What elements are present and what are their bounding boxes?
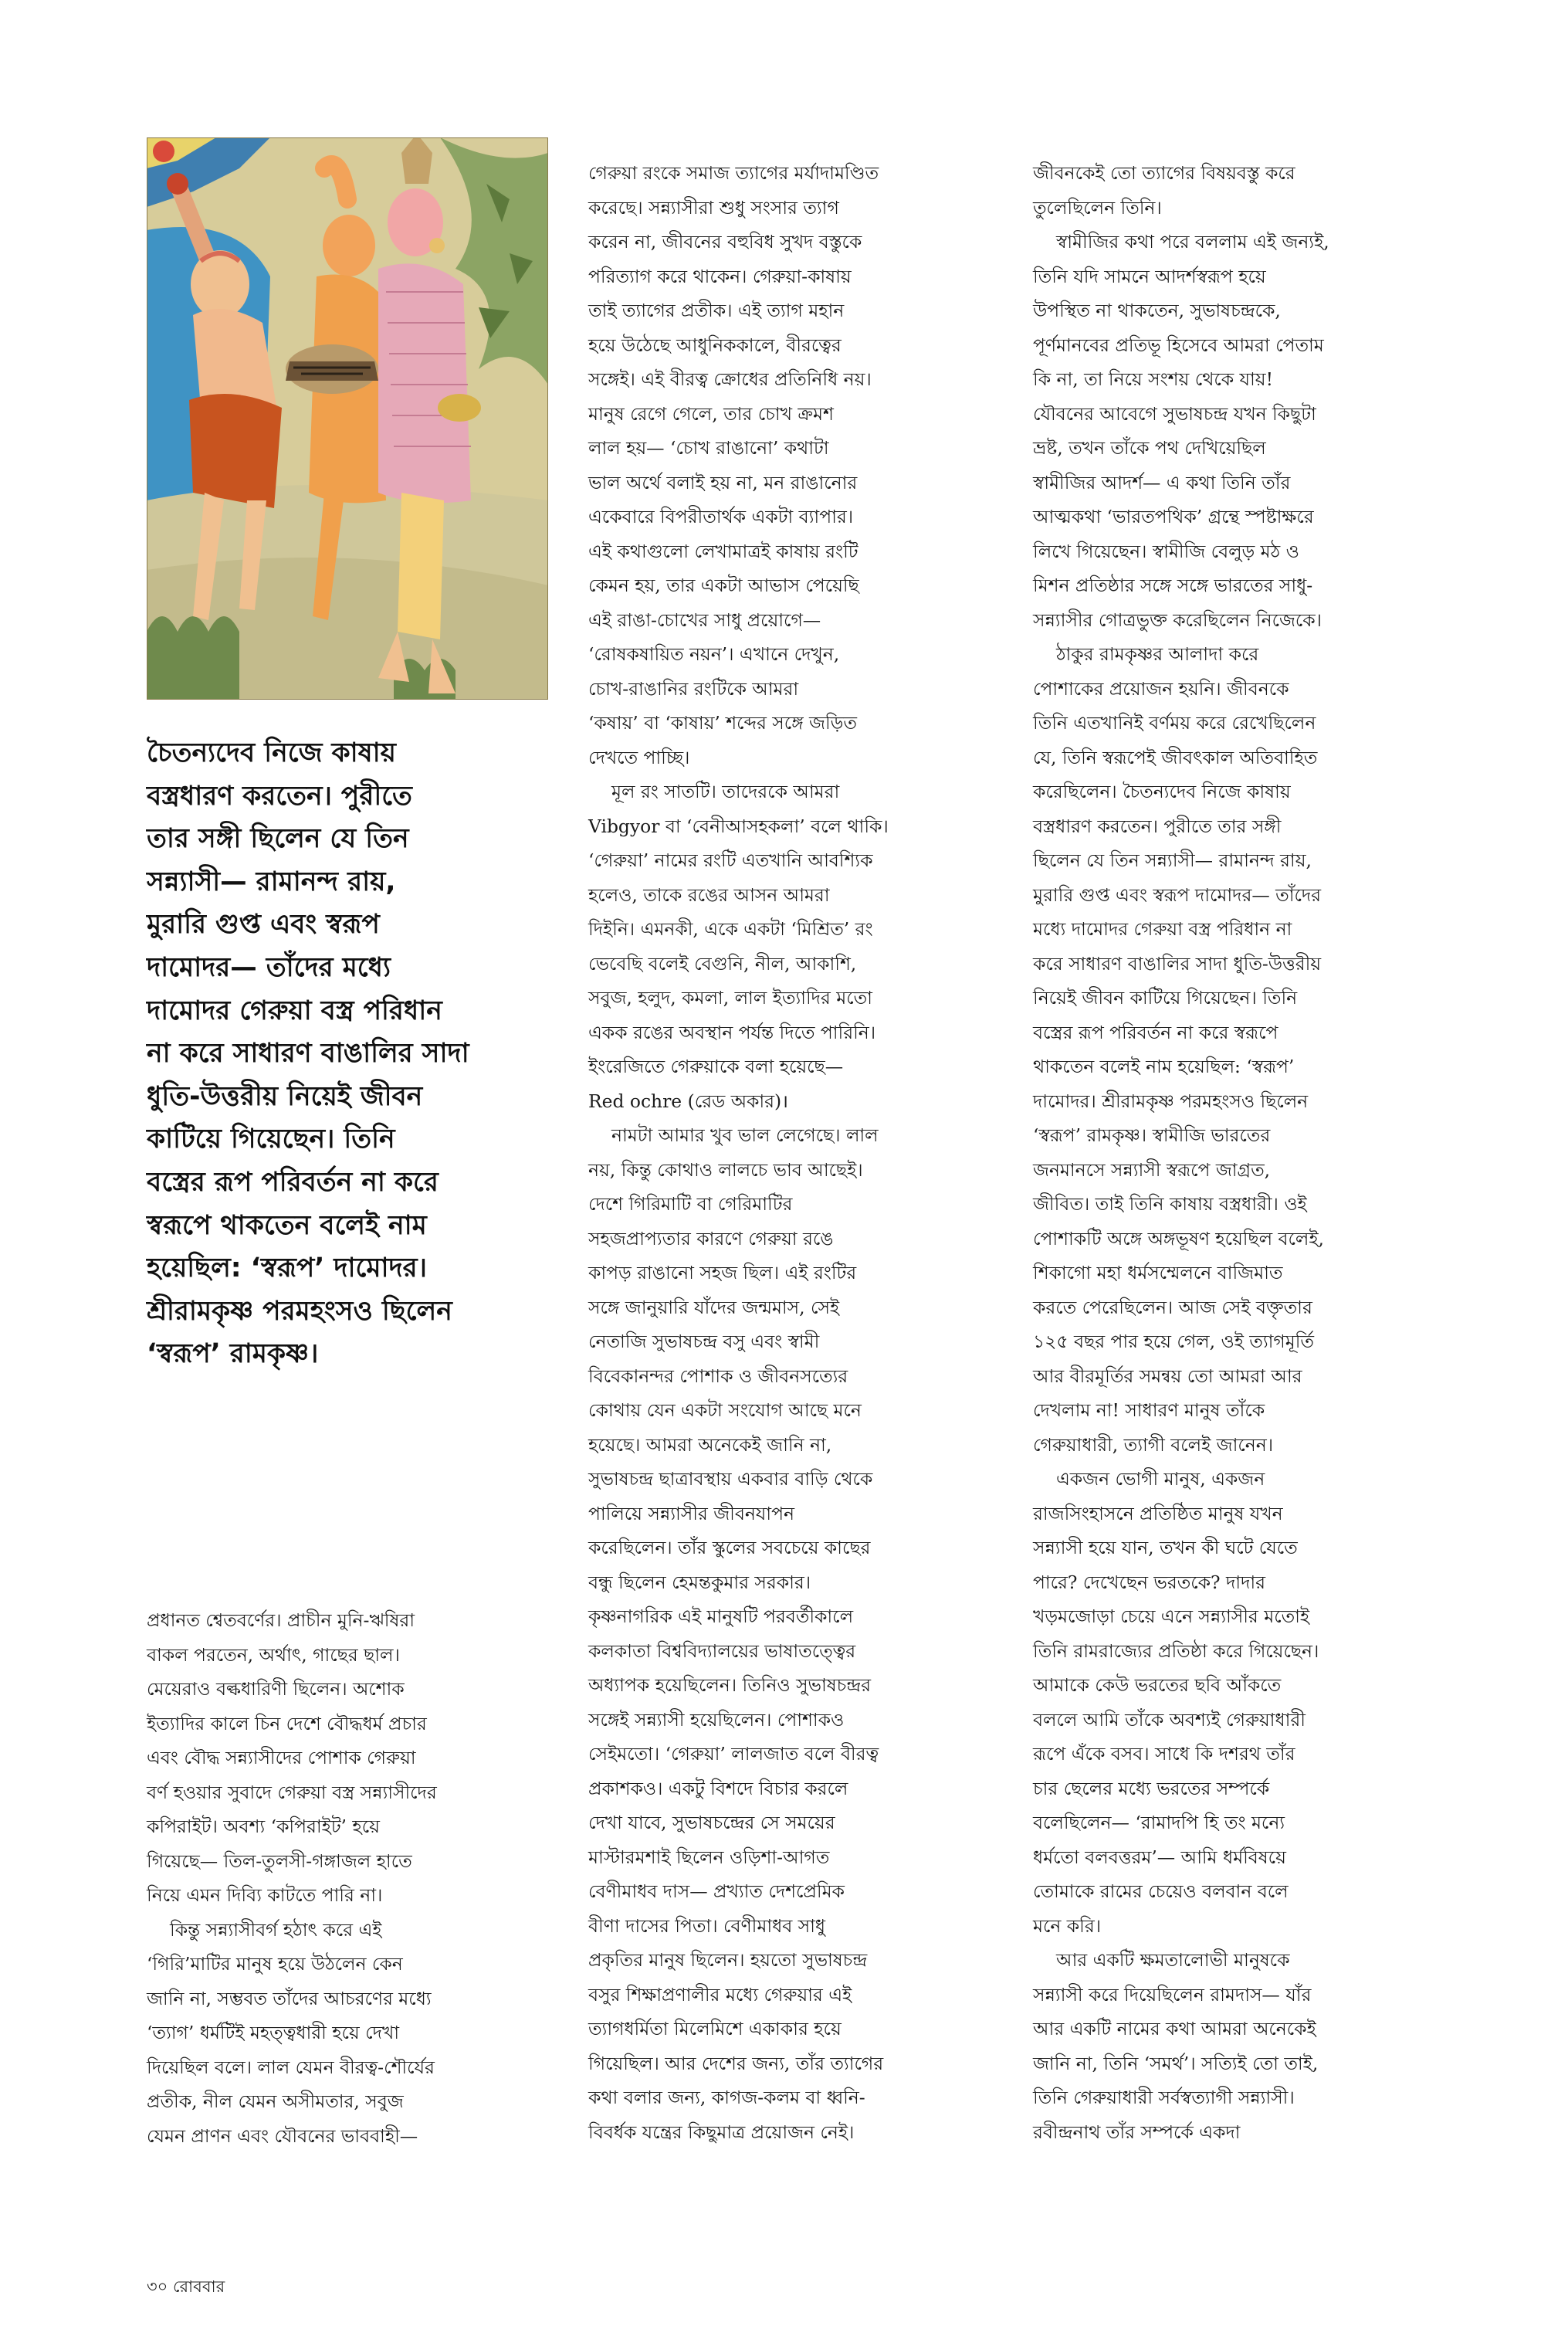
- body-line: দিয়েছিল বলে। লাল যেমন বীরত্ব-শৌর্যের: [147, 2056, 435, 2078]
- body-line: কিন্তু সন্ন্যাসীবর্গ হঠাৎ করে এই: [170, 1918, 382, 1941]
- body-line: নিয়ে এমন দিব্যি কাটতে পারি না।: [147, 1884, 383, 1906]
- body-line: বস্ত্রধারণ করতেন। পুরীতে তার সঙ্গী: [1033, 815, 1282, 837]
- body-line: সন্ন্যাসী হয়ে যান, তখন কী ঘটে যেতে: [1033, 1537, 1298, 1558]
- page-folio: ৩০ রোববার: [147, 2277, 225, 2296]
- body-line: চার ছেলের মধ্যে ভরতের সম্পর্কে: [1033, 1777, 1270, 1799]
- pull-quote-line: না করে সাধারণ বাঙালির সাদা: [147, 1038, 469, 1070]
- body-line: কলকাতা বিশ্ববিদ্যালয়ের ভাষাতত্ত্বের: [588, 1639, 856, 1662]
- body-line: কৃষ্ণনাগরিক এই মানুষটি পরবর্তীকালে: [588, 1605, 853, 1627]
- body-line: পোশাকের প্রয়োজন হয়নি। জীবনকে: [1033, 677, 1289, 700]
- body-line: আমাকে কেউ ভরতের ছবি আঁকতে: [1033, 1674, 1282, 1696]
- body-line: ‘কষায়’ বা ‘কাষায়’ শব্দের সঙ্গে জড়িত: [588, 712, 857, 734]
- body-line: স্বামীজির কথা পরে বললাম এই জন্যই,: [1056, 231, 1329, 253]
- body-line: দামোদর। শ্রীরামকৃষ্ণ পরমহংসও ছিলেন: [1033, 1090, 1309, 1112]
- body-line: উপস্থিত না থাকতেন, সুভাষচন্দ্রকে,: [1033, 300, 1281, 321]
- body-line: বস্ত্রের রূপ পরিবর্তন না করে স্বরূপে: [1033, 1021, 1278, 1043]
- pull-quote-line: হয়েছিল: ‘স্বরূপ’ দামোদর।: [147, 1253, 427, 1284]
- body-line: সুভাষচন্দ্র ছাত্রাবস্থায় একবার বাড়ি থেকে: [588, 1468, 873, 1490]
- body-line: মুরারি গুপ্ত এবং স্বরূপ দামোদর— তাঁদের: [1033, 883, 1322, 906]
- body-line: ‘গেরুয়া’ নামের রংটি এতখানি আবশ্যিক: [588, 849, 873, 871]
- body-line: হয়ে উঠেছে আধুনিককালে, বীরত্বের: [588, 334, 842, 356]
- body-line: দিইনি। এমনকী, একে একটা ‘মিশ্রিত’ রং: [588, 918, 873, 940]
- body-line: মাস্টারমশাই ছিলেন ওড়িশা-আগত: [588, 1846, 830, 1868]
- body-line: ঠাকুর রামকৃষ্ণর আলাদা করে: [1056, 643, 1259, 665]
- body-column-middle: [588, 156, 990, 2149]
- pull-quote-line: ‘স্বরূপ’ রামকৃষ্ণ।: [147, 1338, 319, 1370]
- body-line: প্রকৃতির মানুষ ছিলেন। হয়তো সুভাষচন্দ্র: [588, 1949, 868, 1971]
- body-line: জীবনকেই তো ত্যাগের বিষয়বস্তু করে: [1033, 162, 1295, 184]
- body-line: বললে আমি তাঁকে অবশ্যই গেরুয়াধারী: [1033, 1708, 1306, 1731]
- body-line: সঙ্গেই। এই বীরত্ব ক্রোধের প্রতিনিধি নয়।: [588, 368, 872, 390]
- body-line: এবং বৌদ্ধ সন্ন্যাসীদের পোশাক গেরুয়া: [147, 1747, 416, 1768]
- body-line: লাল হয়— ‘চোখ রাঙানো’ কথাটা: [588, 437, 829, 459]
- body-line: বীণা দাসের পিতা। বেণীমাধব সাধু: [588, 1914, 826, 1937]
- body-line: মনে করি।: [1033, 1914, 1102, 1937]
- body-line: বিবর্ধক যন্ত্রের কিছুমাত্র প্রয়োজন নেই।: [588, 2121, 855, 2143]
- body-line: করেন না, জীবনের বহুবিধ সুখদ বস্তুকে: [588, 231, 862, 253]
- pull-quote-line: তার সঙ্গী ছিলেন যে তিন: [147, 823, 409, 855]
- body-line: আর একটি নামের কথা আমরা অনেকেই: [1033, 2018, 1316, 2039]
- body-line: প্রধানত শ্বেতবর্ণের। প্রাচীন মুনি-ঋষিরা: [147, 1609, 415, 1631]
- body-line: একেবারে বিপরীতার্থক একটা ব্যাপার।: [588, 506, 854, 527]
- body-line: বর্ণ হওয়ার সুবাদে গেরুয়া বস্ত্র সন্ন্যাসীদের: [147, 1781, 437, 1803]
- pull-quote-line: বস্ত্রের রূপ পরিবর্তন না করে: [147, 1166, 439, 1198]
- body-line: জানি না, সম্ভবত তাঁদের আচরণের মধ্যে: [147, 1987, 432, 2009]
- body-line: জানি না, তিনি ‘সমর্থ’। সত্যিই তো তাই,: [1033, 2052, 1319, 2074]
- body-line: আর বীরমূর্তির সমন্বয় তো আমরা আর: [1033, 1365, 1302, 1387]
- body-line: ভাল অর্থে বলাই হয় না, মন রাঙানোর: [588, 471, 858, 493]
- body-line: সবুজ, হলুদ, কমলা, লাল ইত্যাদির মতো: [588, 987, 872, 1009]
- body-line: কপিরাইট। অবশ্য ‘কপিরাইট’ হয়ে: [147, 1816, 380, 1837]
- pull-quote-line: মুরারি গুপ্ত এবং স্বরূপ: [147, 909, 380, 941]
- body-line: একক রঙের অবস্থান পর্যন্ত দিতে পারিনি।: [588, 1021, 876, 1043]
- body-line: গেরুয়াধারী, ত্যাগী বলেই জানেন।: [1033, 1433, 1274, 1456]
- body-line: বসুর শিক্ষাপ্রণালীর মধ্যে গেরুয়ার এই: [588, 1983, 852, 2006]
- body-line: এই রাঙা-চোখের সাধু প্রয়োগে—: [588, 609, 821, 631]
- body-line: তিনি রামরাজ্যের প্রতিষ্ঠা করে গিয়েছেন।: [1033, 1639, 1319, 1662]
- body-line: স্বামীজির আদর্শ— এ কথা তিনি তাঁর: [1033, 471, 1291, 493]
- body-line: প্রকাশকও। একটু বিশদে বিচার করলে: [588, 1777, 848, 1799]
- body-line: করেছে। সন্ন্যাসীরা শুধু সংসার ত্যাগ: [588, 196, 839, 219]
- body-line: মধ্যে দামোদর গেরুয়া বস্ত্র পরিধান না: [1033, 918, 1292, 940]
- body-line: ত্যাগধর্মিতা মিলেমিশে একাকার হয়ে: [588, 2018, 842, 2039]
- body-line: হয়েছে। আমরা অনেকেই জানি না,: [588, 1433, 832, 1456]
- body-line: যেমন প্রাণন এবং যৌবনের ভাববাহী—: [147, 2124, 418, 2147]
- body-line: বন্ধু ছিলেন হেমন্তকুমার সরকার।: [588, 1571, 811, 1593]
- body-line: জনমানসে সন্ন্যাসী স্বরূপে জাগ্রত,: [1033, 1158, 1271, 1181]
- painting-artwork: [147, 137, 548, 700]
- body-line: প্রতীক, নীল যেমন অসীমতার, সবুজ: [147, 2090, 404, 2112]
- body-line: কেমন হয়, তার একটা আভাস পেয়েছি: [588, 575, 859, 596]
- body-line: যৌবনের আবেগে সুভাষচন্দ্র যখন কিছুটা: [1033, 402, 1316, 425]
- body-line: Vibgyor বা ‘বেনীআসহকলা’ বলে থাকি।: [588, 815, 889, 837]
- body-line: যে, তিনি স্বরূপেই জীবৎকাল অতিবাহিত: [1033, 746, 1318, 768]
- body-line: দেশে গিরিমাটি বা গেরিমাটির: [588, 1193, 793, 1215]
- body-line: নিয়েই জীবন কাটিয়ে গিয়েছেন। তিনি: [1033, 987, 1298, 1009]
- body-line: মানুষ রেগে গেলে, তার চোখ ক্রমশ: [588, 402, 834, 425]
- body-line: তোমাকে রামের চেয়েও বলবান বলে: [1033, 1880, 1289, 1902]
- body-line: আর একটি ক্ষমতালোভী মানুষকে: [1056, 1949, 1290, 1971]
- body-line: পালিয়ে সন্ন্যাসীর জীবনযাপন: [588, 1502, 794, 1524]
- body-line: তিনি এতখানিই বর্ণময় করে রেখেছিলেন: [1033, 712, 1316, 734]
- body-line: কোথায় যেন একটা সংযোগ আছে মনে: [588, 1399, 862, 1421]
- body-line: ‘গিরি’মাটির মানুষ হয়ে উঠলেন কেন: [147, 1953, 403, 1975]
- body-line: কাপড় রাঙানো সহজ ছিল। এই রংটির: [588, 1262, 857, 1283]
- body-line: থাকতেন বলেই নাম হয়েছিল: ‘স্বরূপ’: [1033, 1056, 1295, 1077]
- body-line: নেতাজি সুভাষচন্দ্র বসু এবং স্বামী: [588, 1331, 820, 1352]
- body-line: তিনি যদি সামনে আদর্শস্বরূপ হয়ে: [1033, 265, 1266, 287]
- body-line: করে সাধারণ বাঙালির সাদা ধুতি-উত্তরীয়: [1033, 952, 1322, 975]
- body-line: বলেছিলেন— ‘রামাদপি হি তং মন্যে: [1033, 1812, 1285, 1833]
- body-line: মিশন প্রতিষ্ঠার সঙ্গে সঙ্গে ভারতের সাধু-: [1033, 575, 1313, 596]
- body-line: নামটা আমার খুব ভাল লেগেছে। লাল: [611, 1124, 879, 1146]
- body-line: সঙ্গেই সন্ন্যাসী হয়েছিলেন। পোশাকও: [588, 1708, 845, 1731]
- pull-quote-line: দামোদর— তাঁদের মধ্যে: [147, 951, 391, 983]
- body-line: ইংরেজিতে গেরুয়াকে বলা হয়েছে—: [588, 1056, 844, 1077]
- body-line: এই কথাগুলো লেখামাত্রই কাষায় রংটি: [588, 540, 859, 562]
- body-line: তিনি গেরুয়াধারী সর্বস্বত্যাগী সন্ন্যাসী।: [1033, 2087, 1295, 2108]
- chaitanya-kirtan-painting: [147, 137, 548, 700]
- body-line: বাকল পরতেন, অর্থাৎ, গাছের ছাল।: [147, 1643, 400, 1666]
- body-line: বেণীমাধব দাস— প্রখ্যাত দেশপ্রেমিক: [588, 1880, 845, 1902]
- body-line: পারে? দেখেছেন ভরতকে? দাদার: [1033, 1571, 1266, 1593]
- body-line: রূপে এঁকে বসব। সাধে কি দশরথ তাঁর: [1033, 1743, 1295, 1765]
- body-line: সন্ন্যাসী করে দিয়েছিলেন রামদাস— যাঁর: [1033, 1983, 1312, 2006]
- pull-quote-line: শ্রীরামকৃষ্ণ পরমহংসও ছিলেন: [147, 1295, 452, 1327]
- body-line: কি না, তা নিয়ে সংশয় থেকে যায়!: [1033, 368, 1273, 390]
- pull-quote-line: দামোদর গেরুয়া বস্ত্র পরিধান: [147, 995, 442, 1026]
- body-line: মূল রং সাতটি। তাদেরকে আমরা: [611, 781, 840, 802]
- body-line: সঙ্গে জানুয়ারি যাঁদের জন্মমাস, সেই: [588, 1296, 840, 1318]
- body-line: Red ochre (রেড অকার)।: [588, 1090, 788, 1112]
- pull-quote-line: চৈতন্যদেব নিজে কাষায়: [147, 737, 396, 768]
- body-line: রাজসিংহাসনে প্রতিষ্ঠিত মানুষ যখন: [1033, 1502, 1283, 1524]
- body-line: ভ্রষ্ট, তখন তাঁকে পথ দেখিয়েছিল: [1033, 437, 1266, 459]
- body-line: মেয়েরাও বল্কধারিণী ছিলেন। অশোক: [147, 1678, 405, 1700]
- pull-quote-line: স্বরূপে থাকতেন বলেই নাম: [147, 1209, 427, 1241]
- body-line: পরিত্যাগ করে থাকেন। গেরুয়া-কাষায়: [588, 265, 852, 287]
- body-line: তুলেছিলেন তিনি।: [1033, 196, 1162, 219]
- body-line: রবীন্দ্রনাথ তাঁর সম্পর্কে একদা: [1033, 2121, 1241, 2143]
- body-line: খড়মজোড়া চেয়ে এনে সন্ন্যাসীর মতোই: [1033, 1605, 1310, 1627]
- body-line: চোখ-রাঙানির রংটিকে আমরা: [588, 677, 799, 700]
- pull-quote: [147, 732, 556, 1376]
- body-column-left: [147, 1603, 556, 2153]
- body-line: নয়, কিন্তু কোথাও লালচে ভাব আছেই।: [588, 1158, 863, 1181]
- pull-quote-line: কাটিয়ে গিয়েছেন। তিনি: [147, 1124, 395, 1155]
- body-line: লিখে গিয়েছেন। স্বামীজি বেলুড় মঠ ও: [1033, 540, 1299, 562]
- body-column-right: [1033, 156, 1434, 2149]
- body-line: আত্মকথা ‘ভারতপথিক’ গ্রন্থে স্পষ্টাক্ষরে: [1033, 506, 1314, 527]
- body-line: দেখলাম না! সাধারণ মানুষ তাঁকে: [1033, 1399, 1265, 1421]
- body-line: পোশাকটি অঙ্গে অঙ্গভূষণ হয়েছিল বলেই,: [1033, 1227, 1324, 1249]
- body-line: তাই ত্যাগের প্রতীক। এই ত্যাগ মহান: [588, 300, 845, 321]
- body-line: বিবেকানন্দর পোশাক ও জীবনসত্যের: [588, 1365, 848, 1387]
- body-line: করেছিলেন। চৈতন্যদেব নিজে কাষায়: [1033, 781, 1291, 802]
- body-line: ‘রোষকষায়িত নয়ন’। এখানে দেখুন,: [588, 643, 840, 665]
- body-line: শিকাগো মহা ধর্মসম্মেলনে বাজিমাত: [1033, 1262, 1283, 1283]
- body-line: ‘ত্যাগ’ ধর্মটিই মহত্ত্বধারী হয়ে দেখা: [147, 2022, 400, 2043]
- body-line: ছিলেন যে তিন সন্ন্যাসী— রামানন্দ রায়,: [1033, 849, 1312, 871]
- body-line: জীবিত। তাই তিনি কাষায় বস্ত্রধারী। ওই: [1033, 1193, 1307, 1215]
- body-line: কথা বলার জন্য, কাগজ-কলম বা ধ্বনি-: [588, 2087, 865, 2108]
- body-line: ১২৫ বছর পার হয়ে গেল, ওই ত্যাগমূর্তি: [1033, 1331, 1314, 1352]
- body-line: পূর্ণমানবের প্রতিভূ হিসেবে আমরা পেতাম: [1033, 334, 1324, 356]
- body-line: সেইমতো। ‘গেরুয়া’ লালজাত বলে বীরত্ব: [588, 1743, 879, 1765]
- body-line: গিয়েছে— তিল-তুলসী-গঙ্গাজল হাতে: [147, 1850, 412, 1872]
- body-line: সন্ন্যাসীর গোত্রভুক্ত করেছিলেন নিজেকে।: [1033, 609, 1322, 631]
- body-line: দেখতে পাচ্ছি।: [588, 746, 690, 768]
- pull-quote-line: সন্ন্যাসী— রামানন্দ রায়,: [147, 866, 396, 897]
- body-line: অধ্যাপক হয়েছিলেন। তিনিও সুভাষচন্দ্রর: [588, 1674, 872, 1696]
- body-line: ‘স্বরূপ’ রামকৃষ্ণ। স্বামীজি ভারতের: [1033, 1124, 1271, 1146]
- body-line: দেখা যাবে, সুভাষচন্দ্রের সে সময়ের: [588, 1812, 835, 1833]
- pull-quote-line: ধুতি-উত্তরীয় নিয়েই জীবন: [147, 1080, 423, 1112]
- body-line: ধর্মতো বলবত্তরম’— আমি ধর্মবিষয়ে: [1033, 1846, 1286, 1868]
- body-line: গিয়েছিল। আর দেশের জন্য, তাঁর ত্যাগের: [588, 2052, 884, 2074]
- body-line: করতে পেরেছিলেন। আজ সেই বক্তৃতার: [1033, 1296, 1312, 1318]
- pull-quote-line: বস্ত্রধারণ করতেন। পুরীতে: [147, 780, 412, 812]
- body-line: ভেবেছি বলেই বেগুনি, নীল, আকাশি,: [588, 952, 857, 975]
- body-line: একজন ভোগী মানুষ, একজন: [1056, 1468, 1265, 1490]
- body-line: হলেও, তাকে রঙের আসন আমরা: [588, 883, 830, 906]
- body-line: করেছিলেন। তাঁর স্কুলের সবচেয়ে কাছের: [588, 1537, 871, 1558]
- body-line: সহজপ্রাপ্যতার কারণে গেরুয়া রঙে: [588, 1227, 834, 1249]
- body-line: ইত্যাদির কালে চিন দেশে বৌদ্ধধর্ম প্রচার: [147, 1712, 427, 1734]
- body-line: গেরুয়া রংকে সমাজ ত্যাগের মর্যাদামণ্ডিত: [588, 162, 879, 184]
